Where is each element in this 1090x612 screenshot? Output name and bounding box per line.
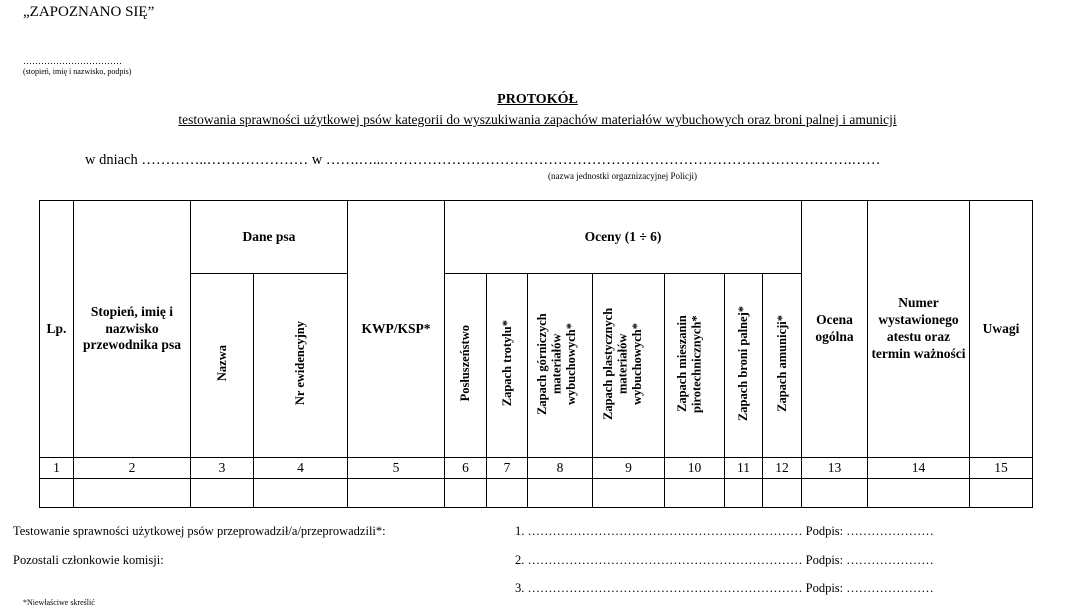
col-number: 5 <box>348 458 445 479</box>
col-number: 4 <box>254 458 348 479</box>
entry-pyro-cell[interactable] <box>665 479 725 508</box>
header-dog-reg: Nr ewidencyjny <box>293 321 308 406</box>
entry-certificate-cell[interactable] <box>868 479 970 508</box>
conducted-by-label: Testowanie sprawności użytkowej psów przeprowadził/a/przeprowadzili*: <box>13 524 386 538</box>
entry-dog-name-cell[interactable] <box>191 479 254 508</box>
col-number: 2 <box>74 458 191 479</box>
header-firearm-cell <box>725 274 763 458</box>
entry-mining-cell[interactable] <box>528 479 593 508</box>
header-mining: Zapach górniczych materiałów wybuchowych* <box>535 312 578 415</box>
entry-trotyl-cell[interactable] <box>487 479 528 508</box>
header-pyro: Zapach mieszanin pirotechnicznych* <box>674 314 703 413</box>
header-firearm: Zapach broni palnej* <box>736 305 751 422</box>
footnote: *Niewłaściwe skreślić <box>23 598 95 607</box>
acknowledged-label: „ZAPOZNANO SIĘ” <box>23 4 155 20</box>
signature-line-1: 1. ………………………………………………………… Podpis: ………………… <box>515 524 934 538</box>
header-mining-cell <box>528 274 593 458</box>
col-number: 15 <box>970 458 1033 479</box>
entry-firearm-cell[interactable] <box>725 479 763 508</box>
header-obedience-cell <box>445 274 487 458</box>
page-title: PROTOKÓŁ <box>497 92 578 107</box>
col-number: 8 <box>528 458 593 479</box>
col-number: 11 <box>725 458 763 479</box>
acknowledged-signature-caption: (stopień, imię i nazwisko, podpis) <box>23 67 132 76</box>
header-notes: Uwagi <box>970 201 1033 458</box>
signature-line-3: 3. ………………………………………………………… Podpis: ………………… <box>515 581 934 595</box>
entry-obedience-cell[interactable] <box>445 479 487 508</box>
header-dog-name-cell <box>191 274 254 458</box>
header-plastic-cell <box>593 274 665 458</box>
col-number: 10 <box>665 458 725 479</box>
header-dog-data: Dane psa <box>191 201 348 274</box>
entry-notes-cell[interactable] <box>970 479 1033 508</box>
header-handler: Stopień, imię i nazwisko przewodnika psa <box>74 201 191 458</box>
header-trotyl: Zapach trotylu* <box>499 320 514 407</box>
table-row <box>40 479 1033 508</box>
header-certificate: Numer wystawionego atestu oraz termin ważności <box>868 201 970 458</box>
committee-members-label: Pozostali członkowie komisji: <box>13 553 164 567</box>
header-plastic: Zapach plastycznych materiałów wybuchowych* <box>600 307 644 420</box>
header-kwp: KWP/KSP* <box>348 201 445 458</box>
header-trotyl-cell <box>487 274 528 458</box>
entry-handler-cell[interactable] <box>74 479 191 508</box>
header-dog-reg-cell <box>254 274 348 458</box>
acknowledged-signature-line: …………………………… <box>23 56 122 66</box>
col-number: 12 <box>763 458 802 479</box>
header-ammo: Zapach amunicji* <box>774 315 789 412</box>
header-lp: Lp. <box>40 201 74 458</box>
page-subtitle: testowania sprawności użytkowej psów kategorii do wyszukiwania zapachów materiałów wybuchowych oraz broni palnej i amunicji <box>178 112 897 127</box>
col-number: 9 <box>593 458 665 479</box>
col-number: 6 <box>445 458 487 479</box>
header-dog-name: Nazwa <box>214 345 229 382</box>
header-obedience: Posłuszeństwo <box>458 325 473 402</box>
col-number: 1 <box>40 458 74 479</box>
col-number: 13 <box>802 458 868 479</box>
entry-kwp-cell[interactable] <box>348 479 445 508</box>
signature-line-2: 2. ………………………………………………………… Podpis: ………………… <box>515 553 934 567</box>
col-number: 7 <box>487 458 528 479</box>
entry-ammo-cell[interactable] <box>763 479 802 508</box>
entry-plastic-cell[interactable] <box>593 479 665 508</box>
entry-dog-reg-cell[interactable] <box>254 479 348 508</box>
header-overall: Ocena ogólna <box>802 201 868 458</box>
unit-caption: (nazwa jednostki orgaznizacyjnej Policji) <box>548 171 698 181</box>
dates-and-place-line: w dniach …………..………………… w …….…...…………………………………………………………………………………….…… <box>85 152 881 168</box>
protocol-table <box>39 200 1033 508</box>
col-number: 14 <box>868 458 970 479</box>
header-ammo-cell <box>763 274 802 458</box>
header-pyro-cell <box>665 274 725 458</box>
entry-lp-cell[interactable] <box>40 479 74 508</box>
col-number: 3 <box>191 458 254 479</box>
header-scores: Oceny (1 ÷ 6) <box>445 201 802 274</box>
entry-overall-cell[interactable] <box>802 479 868 508</box>
